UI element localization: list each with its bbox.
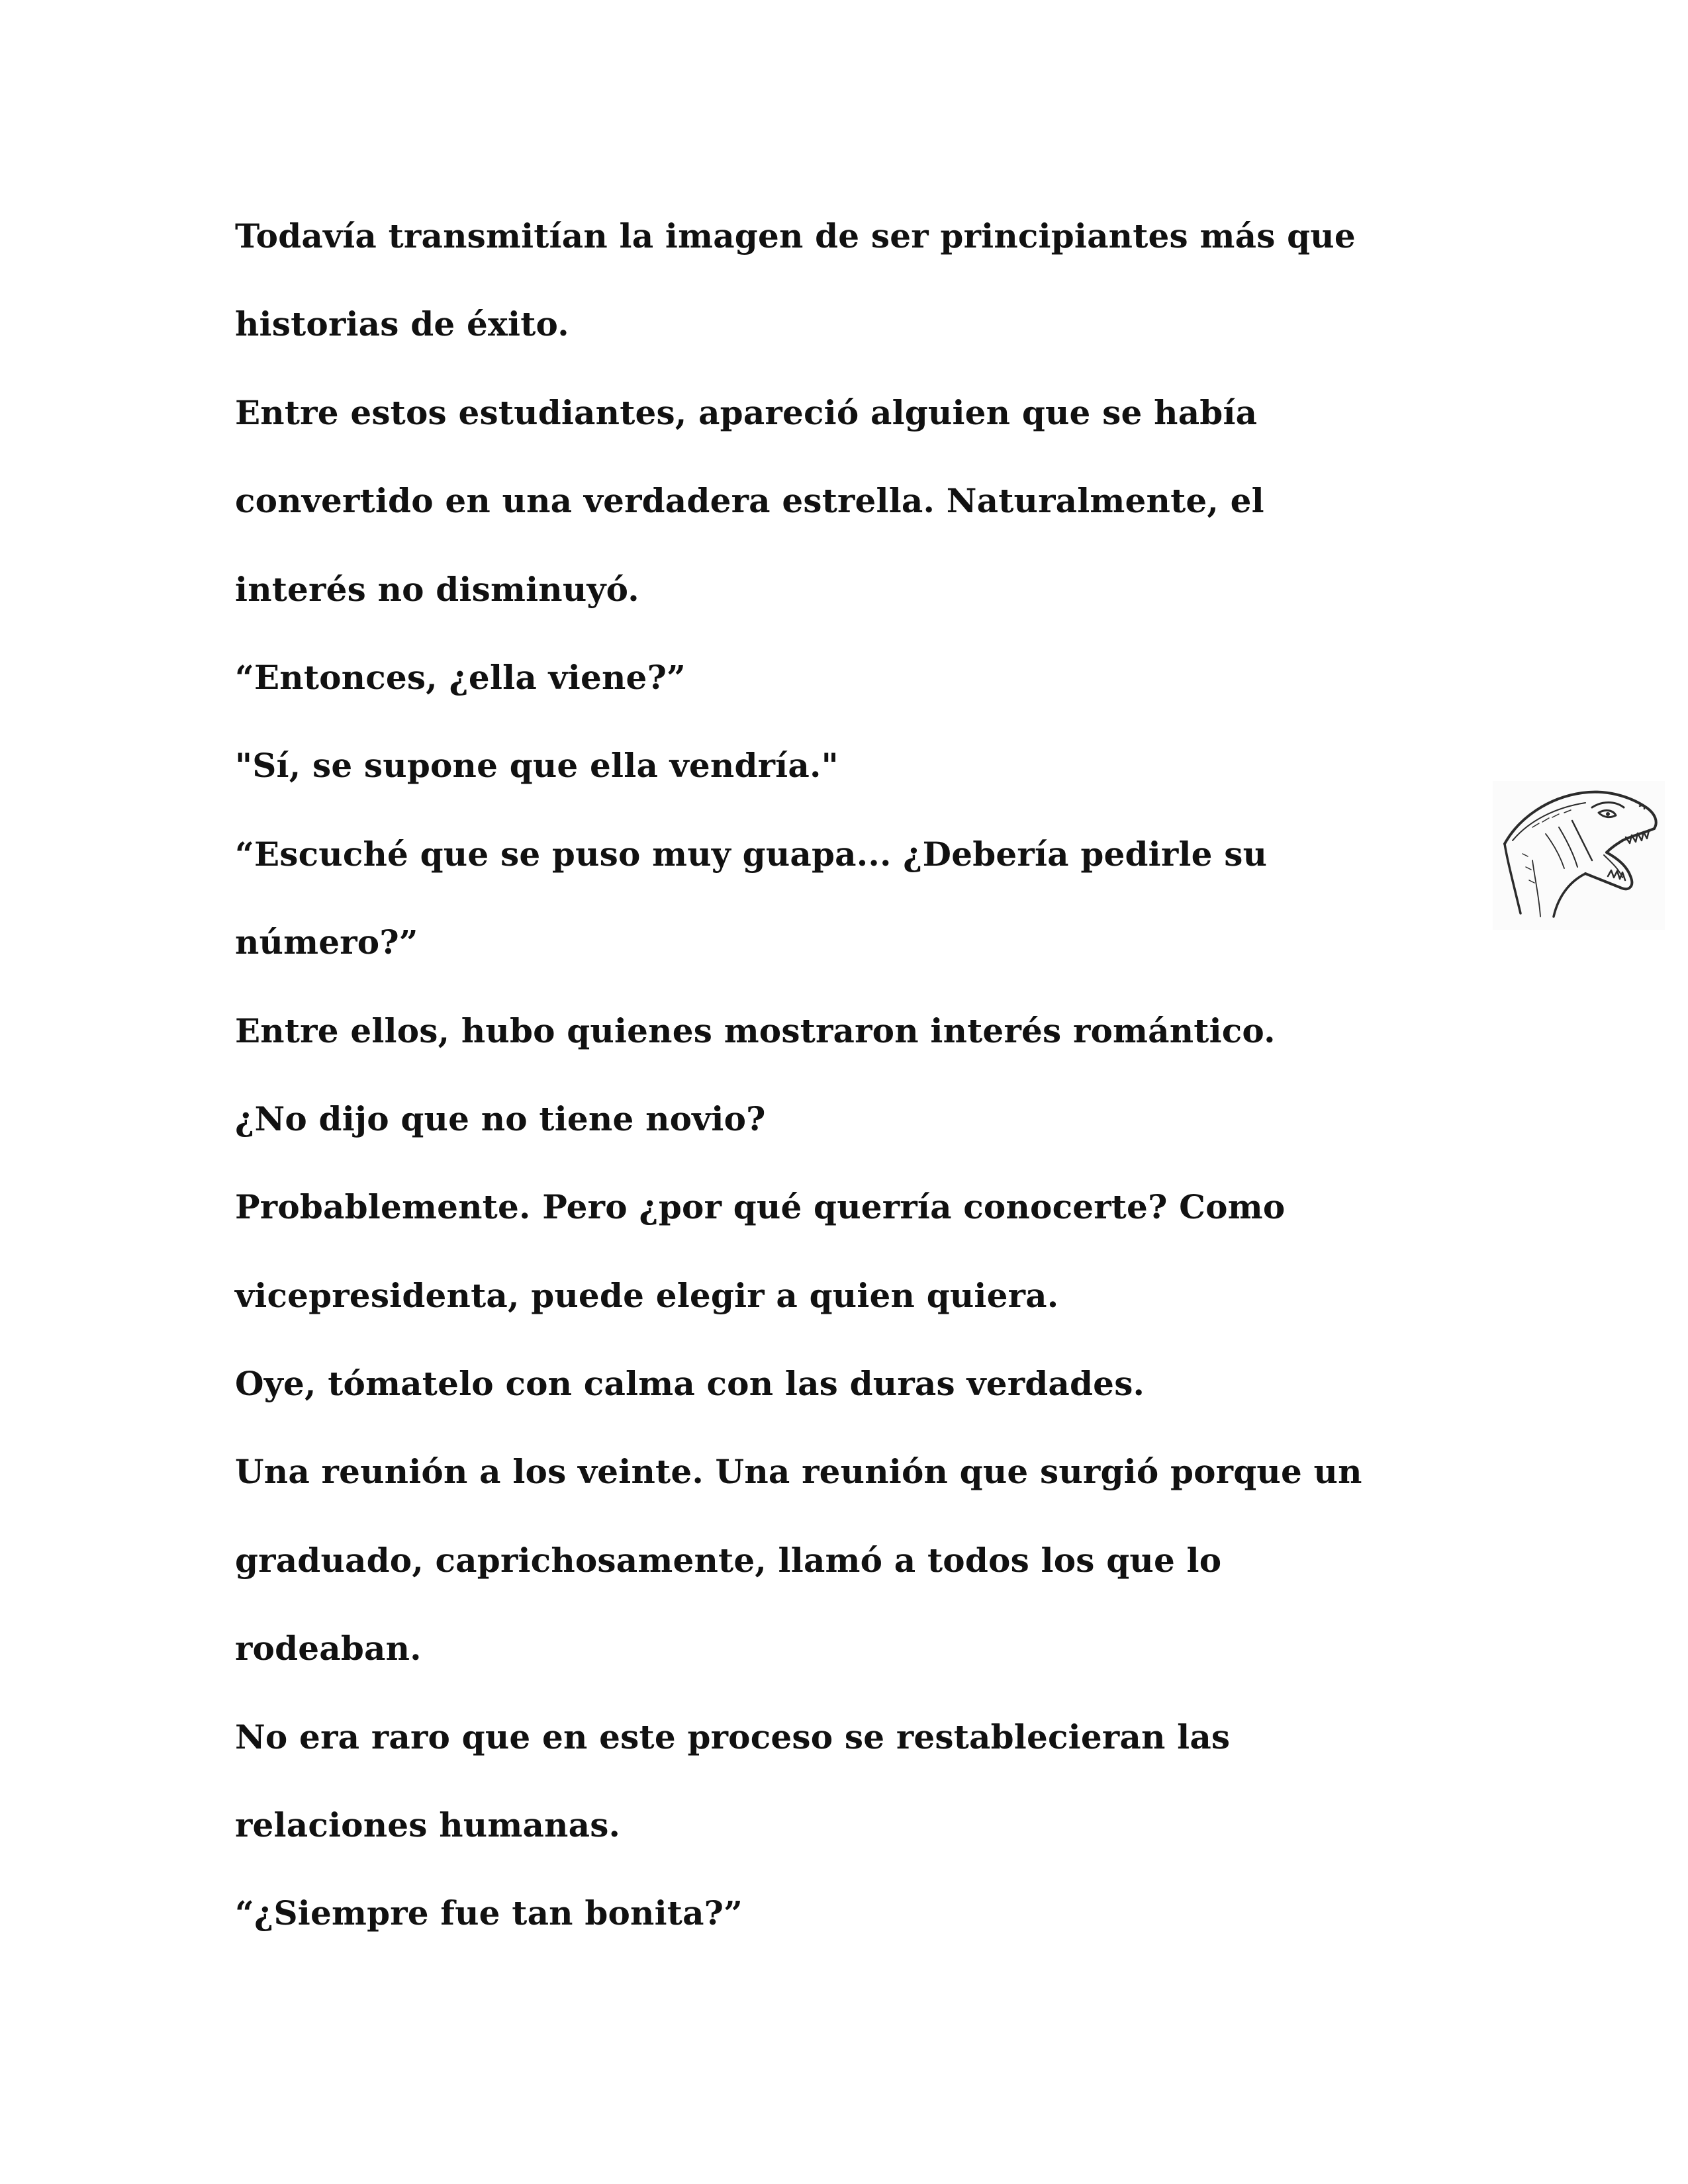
text-line: “Escuché que se puso muy guapa... ¿Debería pedirle su [235, 834, 1268, 874]
dinosaur-head-sketch-icon [1493, 781, 1665, 930]
text-line: Entre estos estudiantes, apareció alguien que se había [235, 392, 1258, 432]
text-line: “¿Siempre fue tan bonita?” [235, 1893, 743, 1933]
text-line: historias de éxito. [235, 304, 569, 344]
text-line: rodeaban. [235, 1629, 422, 1668]
text-line: Todavía transmitían la imagen de ser principiantes más que [235, 216, 1356, 255]
text-line: ¿No dijo que no tiene novio? [235, 1099, 766, 1138]
text-line: graduado, caprichosamente, llamó a todos los que lo [235, 1540, 1222, 1580]
text-line: Entre ellos, hubo quienes mostraron interés romántico. [235, 1011, 1276, 1050]
text-line: convertido en una verdadera estrella. Naturalmente, el [235, 481, 1264, 521]
text-line: "Sí, se supone que ella vendría." [235, 746, 839, 786]
text-line: “Entonces, ¿ella viene?” [235, 657, 686, 697]
text-line: No era raro que en este proceso se restablecieran las [235, 1717, 1231, 1756]
text-line: Oye, tómatelo con calma con las duras verdades. [235, 1364, 1145, 1404]
text-line: Probablemente. Pero ¿por qué querría conocerte? Como [235, 1187, 1286, 1227]
text-line: número?” [235, 923, 418, 962]
text-line: interés no disminuyó. [235, 569, 639, 609]
text-line: Una reunión a los veinte. Una reunión que surgió porque un [235, 1452, 1362, 1492]
body-text [235, 192, 1460, 1958]
text-line: relaciones humanas. [235, 1805, 621, 1845]
text-line: vicepresidenta, puede elegir a quien quiera. [235, 1275, 1059, 1315]
